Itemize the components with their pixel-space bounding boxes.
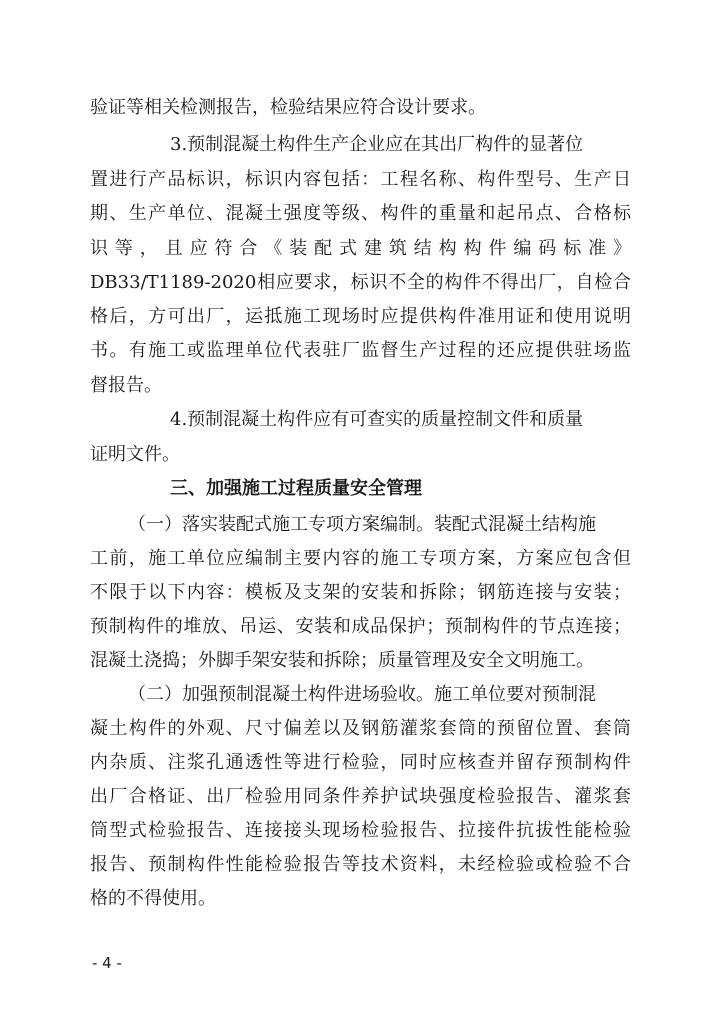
paragraph-3-start: 3.预制混凝土构件生产企业应在其出厂构件的显著位 [170,134,584,155]
text-line: 筒型式检验报告、连接接头现场检验报告、拉接件抗拔性能检验 [90,820,631,841]
text-line: DB33/T1189-2020相应要求，标识不全的构件不得出厂，自检合 [90,272,631,293]
section-heading: 三、加强施工过程质量安全管理 [170,478,422,499]
text-line: 出厂合格证、出厂检验用同条件养护试块强度检验报告、灌浆套 [90,786,631,807]
text-line: 格的不得使用。 [90,888,216,909]
text-line: 书。有施工或监理单位代表驻厂监督生产过程的还应提供驻场监 [90,340,631,361]
paragraph-4-start: 4.预制混凝土构件应有可查实的质量控制文件和质量 [170,409,584,430]
text-line: 识等，且应符合《装配式建筑结构构件编码标准》 [90,238,631,259]
text-line: 格后，方可出厂，运抵施工现场时应提供构件准用证和使用说明 [90,306,631,327]
text-line: 内杂质、注浆孔通透性等进行检验，同时应核查并留存预制构件 [90,752,631,773]
text-line: 置进行产品标识，标识内容包括：工程名称、构件型号、生产日 [90,169,631,190]
subsection-1-start: （一）落实装配式施工专项方案编制。装配式混凝土结构施 [128,514,596,535]
text-line: 期、生产单位、混凝土强度等级、构件的重量和起吊点、合格标 [90,203,631,224]
page-number: - 4 - [92,954,122,972]
text-line: 不限于以下内容：模板及支架的安装和拆除；钢筋连接与安装； [90,582,631,603]
text-line: 凝土构件的外观、尺寸偏差以及钢筋灌浆套筒的预留位置、套筒 [90,718,631,739]
text-line: 混凝土浇捣；外脚手架安装和拆除；质量管理及安全文明施工。 [90,650,594,671]
text-line: 预制构件的堆放、吊运、安装和成品保护；预制构件的节点连接； [90,616,631,637]
text-line: 验证等相关检测报告，检验结果应符合设计要求。 [90,97,486,118]
text-line: 证明文件。 [90,444,180,465]
subsection-2-start: （二）加强预制混凝土构件进场验收。施工单位要对预制混 [128,684,596,705]
text-line: 报告、预制构件性能检验报告等技术资料，未经检验或检验不合 [90,854,631,875]
text-line: 工前，施工单位应编制主要内容的施工专项方案，方案应包含但 [90,548,631,569]
text-line: 督报告。 [90,375,162,396]
